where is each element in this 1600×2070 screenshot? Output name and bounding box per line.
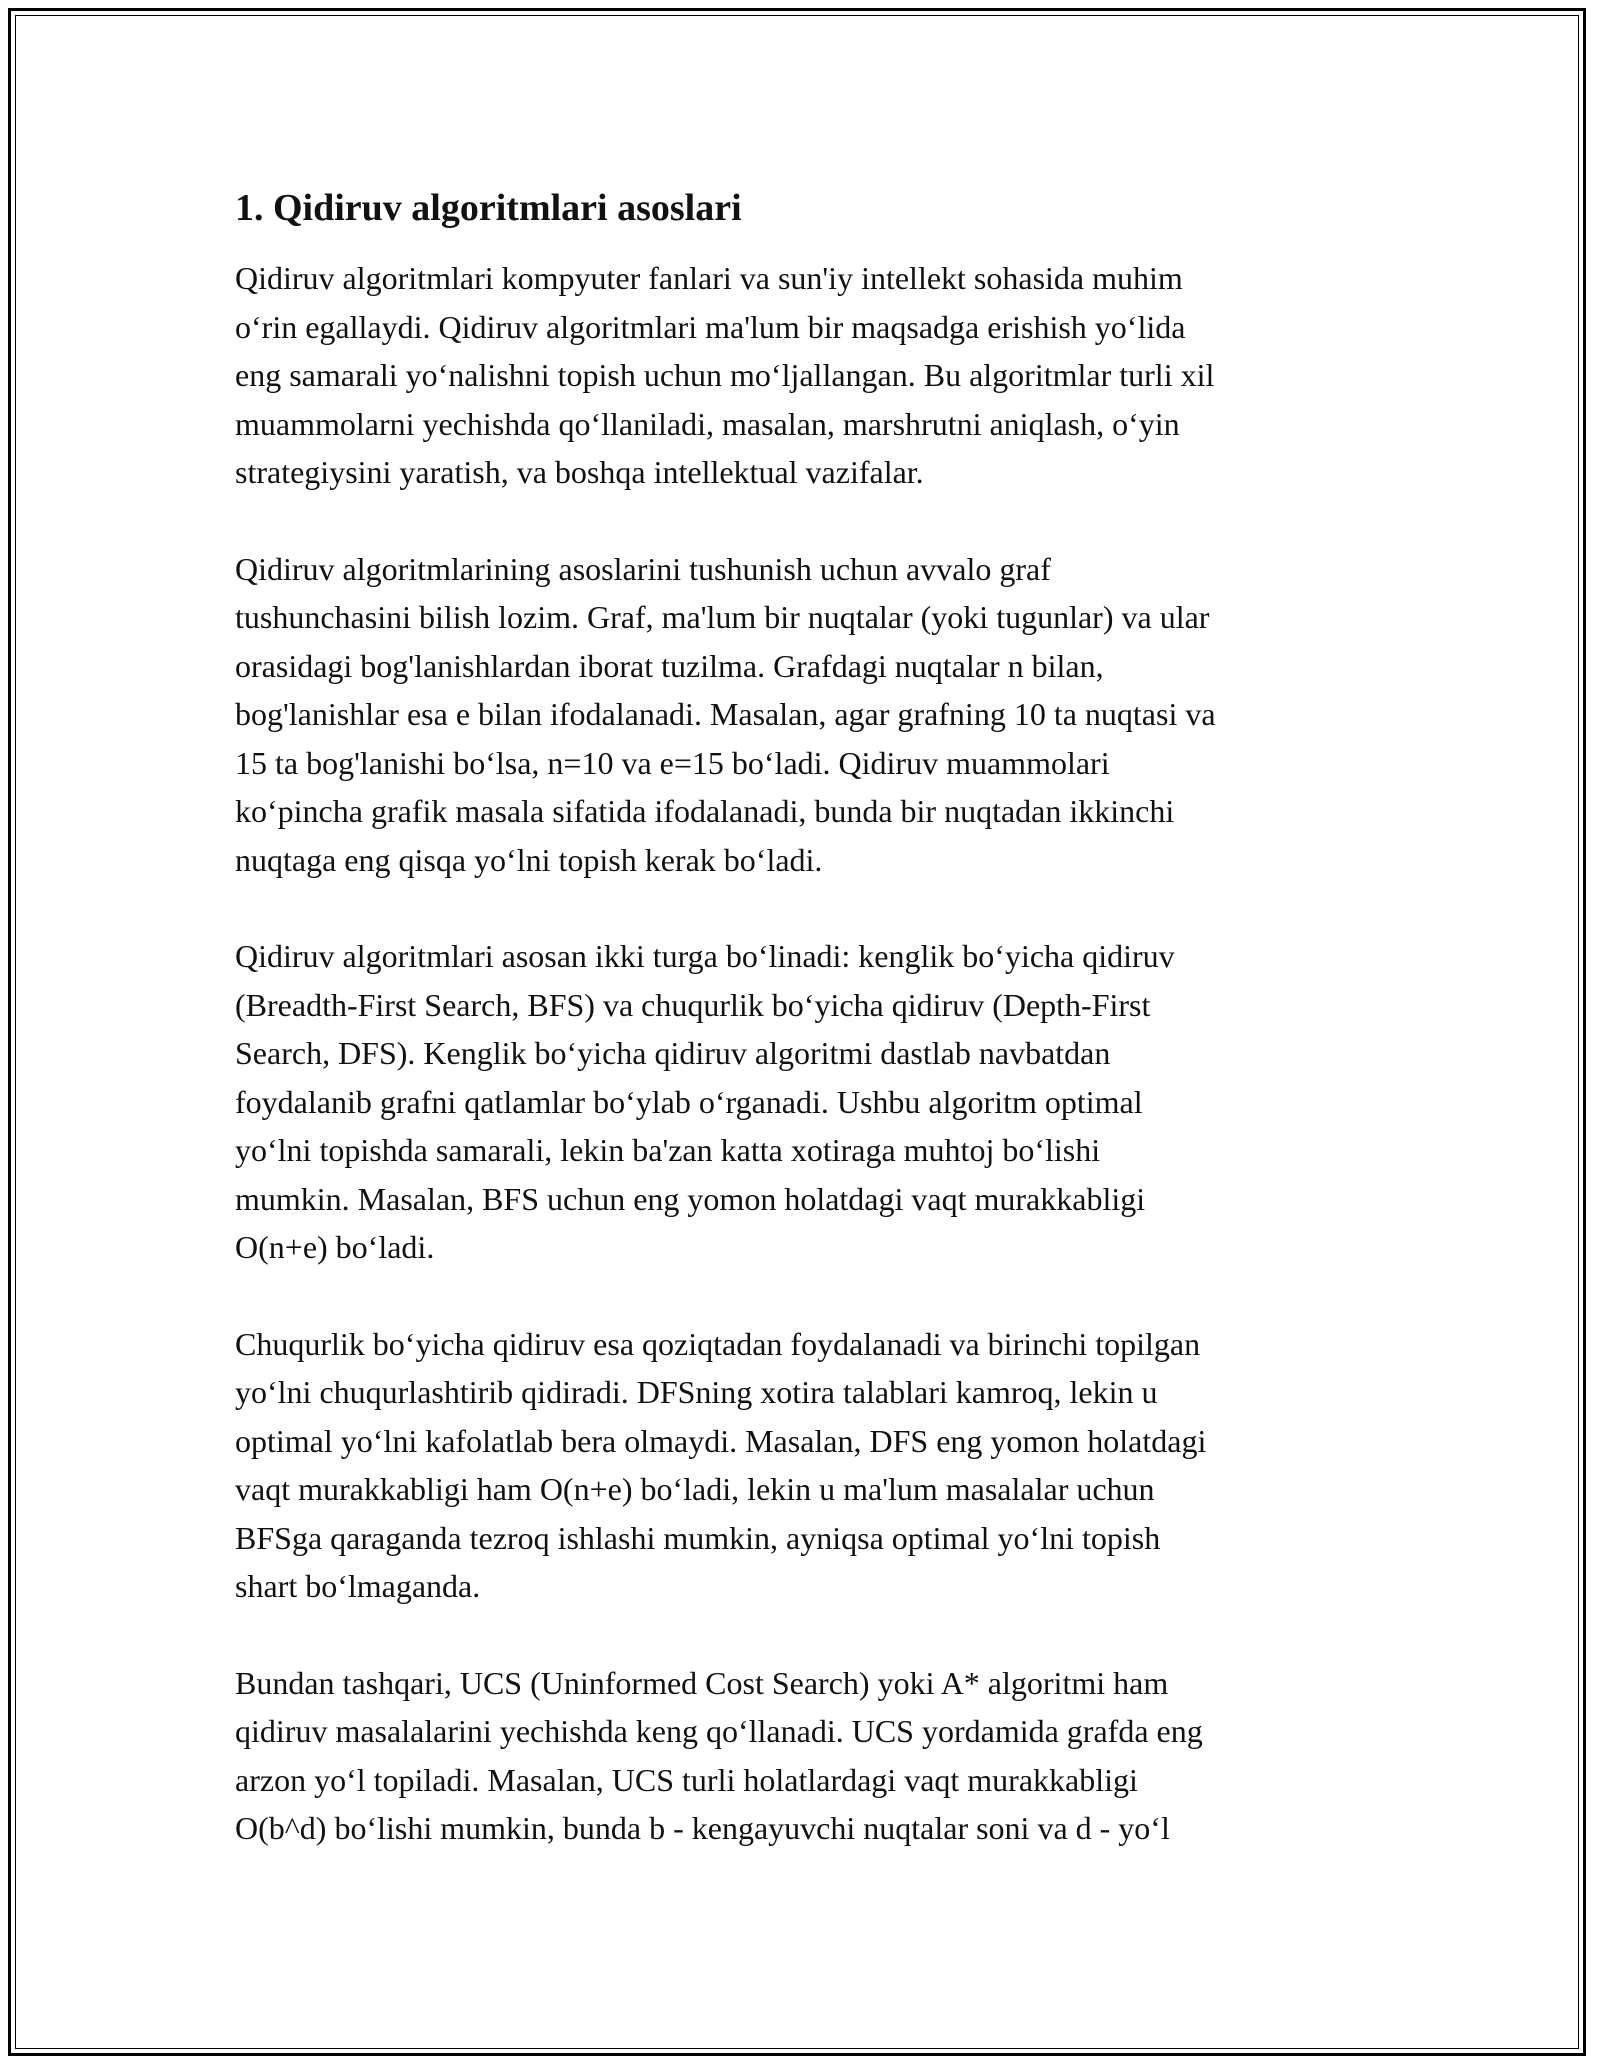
paragraph-line: strategiysini yaratish, va boshqa intellektual vazifalar. bbox=[235, 454, 924, 490]
paragraph-line: o‘rin egallaydi. Qidiruv algoritmlari ma'lum bir maqsadga erishish yo‘lida bbox=[235, 308, 1186, 345]
paragraph-line: qidiruv masalalarini yechishda keng qo‘llanadi. UCS yordamida grafda eng bbox=[235, 1713, 1203, 1749]
paragraph-line: O(b^d) bo‘lishi mumkin, bunda b - kengayuvchi nuqtalar soni va d - yo‘l bbox=[235, 1810, 1170, 1846]
paragraph-line: eng samarali yo‘nalishni topish uchun mo‘ljallangan. Bu algoritmlar turli xil bbox=[235, 357, 1215, 393]
paragraph-line: Qidiruv algoritmlari asosan ikki turga bo‘linadi: kenglik bo‘yicha qidiruv bbox=[235, 938, 1175, 974]
paragraph-line: BFSga qaraganda tezroq ishlashi mumkin, ayniqsa optimal yo‘lni topish bbox=[235, 1519, 1161, 1556]
paragraph-bfs bbox=[235, 932, 1365, 1272]
paragraph-line: Search, DFS). Kenglik bo‘yicha qidiruv algoritmi dastlab navbatdan bbox=[235, 1035, 1111, 1071]
paragraph-line: bog'lanishlar esa e bilan ifodalanadi. Masalan, agar grafning 10 ta nuqtasi va bbox=[235, 696, 1216, 732]
paragraph-line: Chuqurlik bo‘yicha qidiruv esa qoziqtadan foydalanadi va birinchi topilgan bbox=[235, 1325, 1201, 1362]
paragraph-line: orasidagi bog'lanishlardan iborat tuzilma. Grafdagi nuqtalar n bilan, bbox=[235, 647, 1104, 684]
paragraph-line: Bundan tashqari, UCS (Uninformed Cost Search) yoki A* algoritmi ham bbox=[235, 1664, 1169, 1701]
paragraph-line: tushunchasini bilish lozim. Graf, ma'lum bir nuqtalar (yoki tugunlar) va ular bbox=[235, 599, 1210, 635]
paragraph-line: shart bo‘lmaganda. bbox=[235, 1568, 481, 1604]
document-body bbox=[235, 184, 1365, 1901]
paragraph-line: (Breadth-First Search, BFS) va chuqurlik bo‘yicha qidiruv (Depth-First bbox=[235, 986, 1151, 1023]
paragraph-line: foydalanib grafni qatlamlar bo‘ylab o‘rganadi. Ushbu algoritm optimal bbox=[235, 1083, 1143, 1120]
paragraph-line: mumkin. Masalan, BFS uchun eng yomon holatdagi vaqt murakkabligi bbox=[235, 1180, 1146, 1217]
paragraph-line: Qidiruv algoritmlari kompyuter fanlari va sun'iy intellekt sohasida muhim bbox=[235, 260, 1183, 296]
paragraph-dfs bbox=[235, 1320, 1365, 1611]
section-heading: 1. Qidiruv algoritmlari asoslari bbox=[235, 187, 742, 229]
paragraph-line: vaqt murakkabligi ham O(n+e) bo‘ladi, lekin u ma'lum masalalar uchun bbox=[235, 1471, 1155, 1507]
paragraph-line: optimal yo‘lni kafolatlab bera olmaydi. Masalan, DFS eng yomon holatdagi bbox=[235, 1422, 1207, 1459]
paragraph-line: 15 ta bog'lanishi bo‘lsa, n=10 va e=15 bo‘ladi. Qidiruv muammolari bbox=[235, 744, 1110, 781]
paragraph-line: Qidiruv algoritmlarining asoslarini tushunish uchun avvalo graf bbox=[235, 550, 1051, 587]
paragraph-line: O(n+e) bo‘ladi. bbox=[235, 1229, 435, 1265]
paragraph-line: nuqtaga eng qisqa yo‘lni topish kerak bo‘ladi. bbox=[235, 841, 823, 878]
paragraph-intro bbox=[235, 254, 1365, 497]
paragraph-line: ko‘pincha grafik masala sifatida ifodalanadi, bunda bir nuqtadan ikkinchi bbox=[235, 793, 1175, 829]
paragraph-ucs bbox=[235, 1659, 1365, 1853]
paragraph-line: arzon yo‘l topiladi. Masalan, UCS turli holatlardagi vaqt murakkabligi bbox=[235, 1761, 1138, 1798]
paragraph-line: yo‘lni chuqurlashtirib qidiradi. DFSning xotira talablari kamroq, lekin u bbox=[235, 1374, 1158, 1410]
paragraph-graph-basics bbox=[235, 545, 1365, 885]
paragraph-line: yo‘lni topishda samarali, lekin ba'zan katta xotiraga muhtoj bo‘lishi bbox=[235, 1132, 1101, 1168]
paragraph-line: muammolarni yechishda qo‘llaniladi, masalan, marshrutni aniqlash, o‘yin bbox=[235, 405, 1180, 442]
